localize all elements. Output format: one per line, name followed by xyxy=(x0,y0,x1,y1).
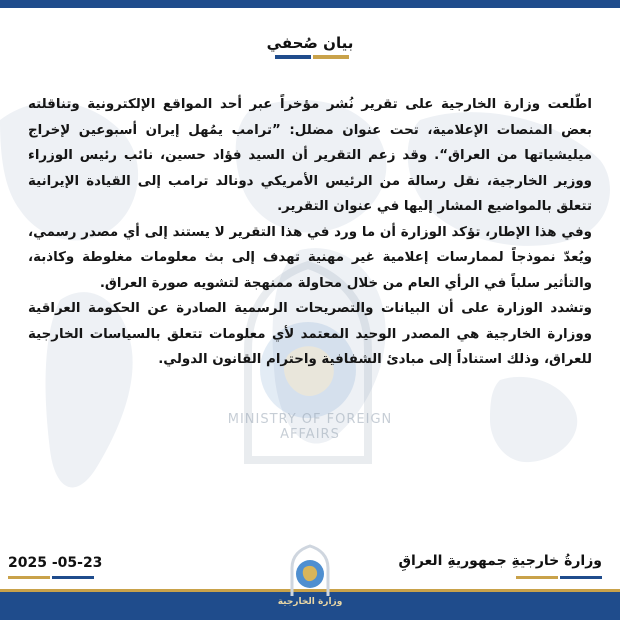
date-rule-navy xyxy=(52,576,94,579)
title-rule-gold xyxy=(313,55,349,59)
signature-rule-gold xyxy=(516,576,558,579)
date-rule-gold xyxy=(8,576,50,579)
title-rule-navy xyxy=(275,55,311,59)
paragraph-1: اطّلعت وزارة الخارجية على تقرير نُشر مؤخراً عبر أحد المواقع الإلكترونية وتناقلته بعض المنصات الإعلامية، تحت عنوان مضلل: ”ترامب يمُهل إيران أسبوعين لإخراج ميليشياتها من العراق“. وقد زعم التقرير أن السيد فؤاد حسين، نائب رئيس الوزراء ووزير الخارجية، نقل رسالة من الرئيس الأمريكي دونالد ترامب إلى القيادة الإيرانية تتعلق بالمواضيع المشار إليها في عنوان التقرير. xyxy=(28,97,592,214)
footer-logo-caption: وزارة الخارجية xyxy=(277,597,343,607)
paragraph-2: وفي هذا الإطار، تؤكد الوزارة أن ما ورد في هذا التقرير لا يستند إلى أي مصدر رسمي، ويُعدّ نموذجاً لممارسات إعلامية غير مهنية تهدف إلى بث معلومات مغلوطة وكاذبة، والتأثير سلباً في الرأي العام من خلال محاولة ممنهجة لتشويه صورة العراق. xyxy=(28,224,592,291)
page-title: بيان صُحفي xyxy=(266,34,354,52)
paragraph-3: وتشدد الوزارة على أن البيانات والتصريحات الرسمية الصادرة عن الحكومة العراقية ووزارة الخارجية هي المصدر الوحيد المعتمد لأي معلومات تتعلق بالسياسات الخارجية للعراق، وذلك استناداً إلى مبادئ الشفافية واحترام القانون الدولي. xyxy=(28,301,592,367)
ministry-signature: وزارةُ خارجيةِ جمهوريةِ العراقِ xyxy=(398,553,602,569)
signature-rule-navy xyxy=(560,576,602,579)
watermark-caption: MINISTRY OF FOREIGN AFFAIRS xyxy=(227,412,393,442)
statement-date: 2025 -05-23 xyxy=(8,555,103,571)
ministry-logo-icon xyxy=(284,544,336,598)
top-band xyxy=(0,0,620,8)
statement-body xyxy=(28,92,592,373)
